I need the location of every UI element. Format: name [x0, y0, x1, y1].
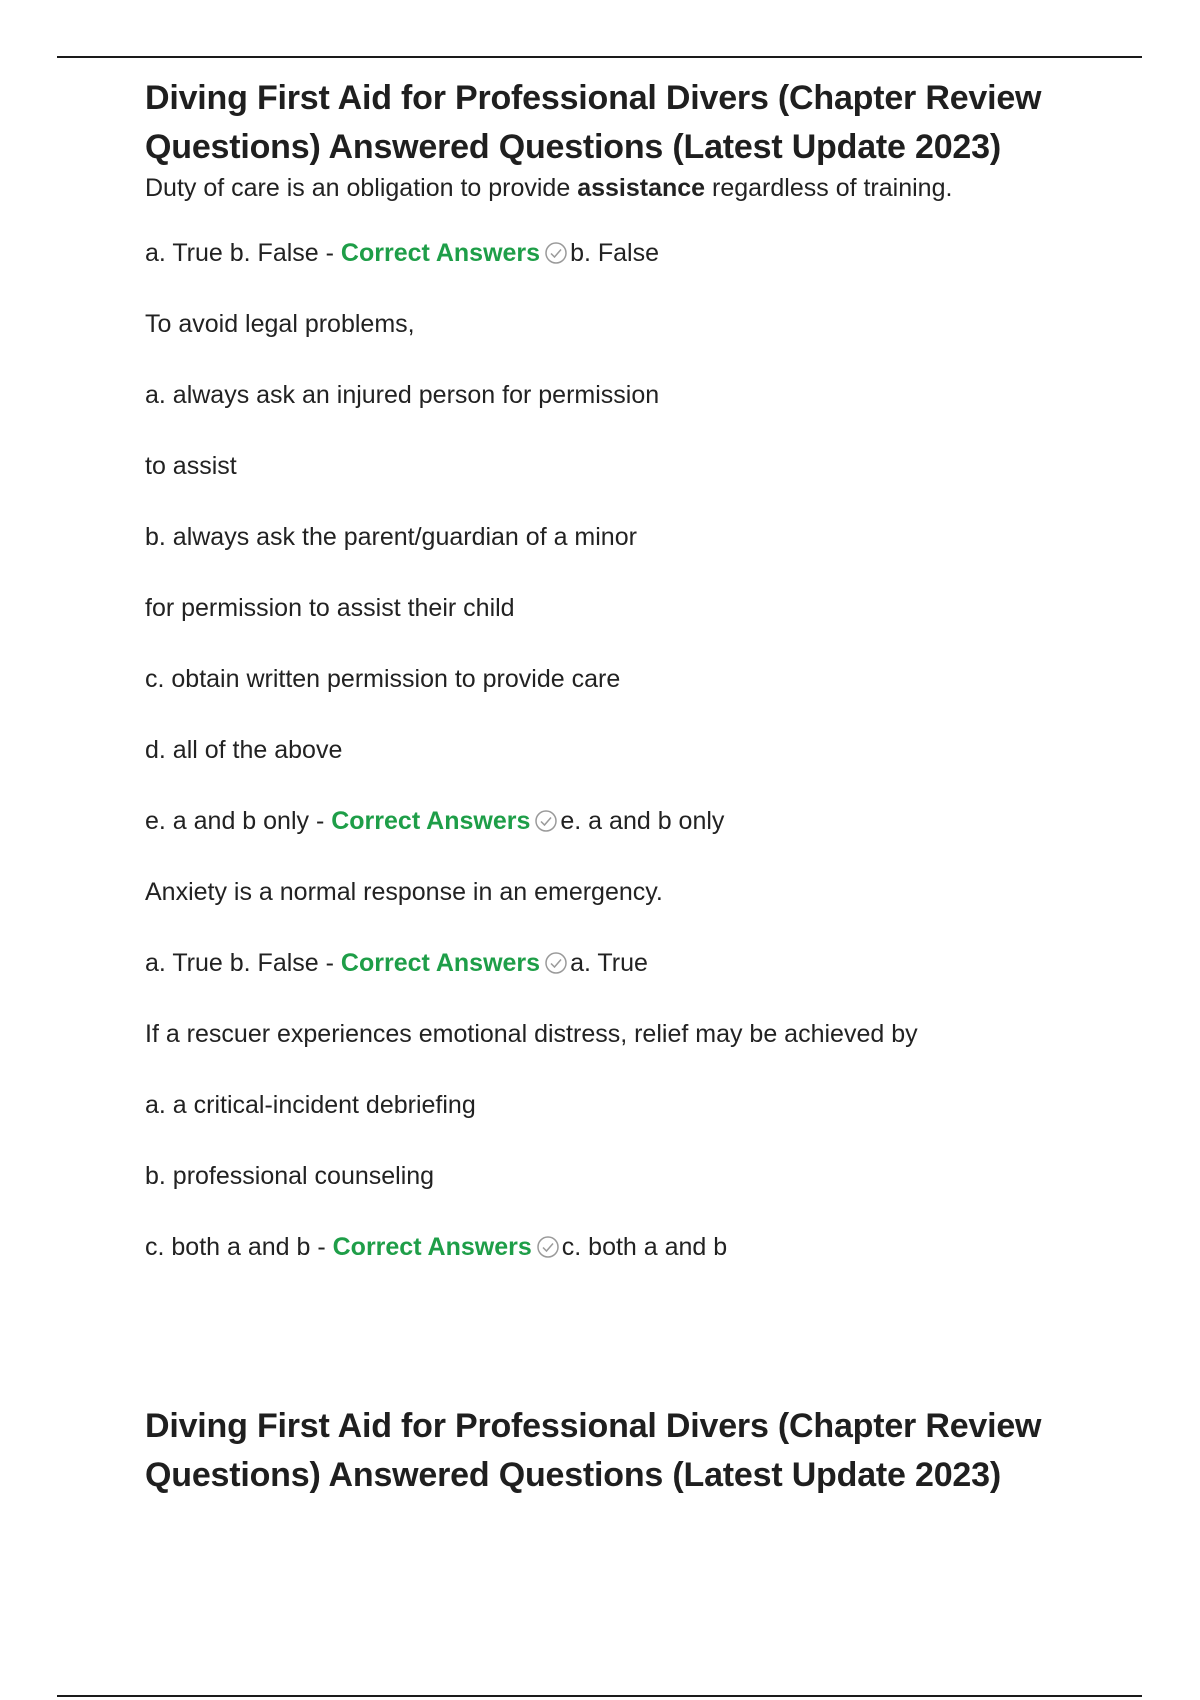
q1-answer-line: a. True b. False - Correct Answers b. False [145, 239, 660, 267]
q4-line-1: a. a critical-incident debriefing [145, 1091, 476, 1119]
q2-line-1: a. always ask an injured person for permission [145, 381, 660, 409]
q2-line-3: b. always ask the parent/guardian of a minor [145, 523, 637, 551]
document-page [145, 74, 1105, 1263]
q2-answer-line: e. a and b only - Correct Answers e. a and b only [145, 807, 725, 835]
q1-prompt: Duty of care is an obligation to provide assistance regardless of training. [145, 174, 953, 202]
q3-answer-line: a. True b. False - Correct Answers a. True [145, 949, 648, 977]
correct-answers-label: Correct Answers [332, 1233, 532, 1261]
q2-line-5: c. obtain written permission to provide care [145, 665, 621, 693]
q1-prompt-bold: assistance [577, 174, 706, 202]
bottom-rule [57, 1695, 1142, 1697]
top-rule [57, 56, 1142, 58]
correct-answers-label: Correct Answers [340, 949, 541, 977]
q4-answer: c. both a and b [561, 1233, 728, 1261]
q2-line-4: for permission to assist their child [145, 594, 515, 622]
check-circle-icon [536, 1235, 560, 1259]
document-title-repeat: Diving First Aid for Professional Divers (Chapter Review Questions) Answered Questions (Latest Update 2023) [145, 1407, 1042, 1494]
q3-answer: a. True [570, 949, 648, 977]
q2-prompt: To avoid legal problems, [145, 310, 415, 338]
correct-answers-label: Correct Answers [340, 239, 541, 267]
document-title: Diving First Aid for Professional Divers (Chapter Review Questions) Answered Questions (Latest Update 2023) [145, 79, 1042, 166]
q4-answer-line: c. both a and b - Correct Answers c. both a and b [145, 1233, 728, 1261]
check-circle-icon [544, 241, 568, 265]
q2-answer: e. a and b only [560, 807, 725, 835]
q4-line-2: b. professional counseling [145, 1162, 435, 1190]
correct-answers-label: Correct Answers [331, 807, 531, 835]
q2-line-6: d. all of the above [145, 736, 343, 764]
q2-line-2: to assist [145, 452, 237, 480]
page-two-header [145, 1402, 1105, 1500]
check-circle-icon [544, 951, 568, 975]
q3-prompt: Anxiety is a normal response in an emergency. [145, 878, 663, 906]
check-circle-icon [534, 809, 558, 833]
q4-prompt: If a rescuer experiences emotional distress, relief may be achieved by [145, 1020, 918, 1048]
q1-answer: b. False [570, 239, 660, 267]
